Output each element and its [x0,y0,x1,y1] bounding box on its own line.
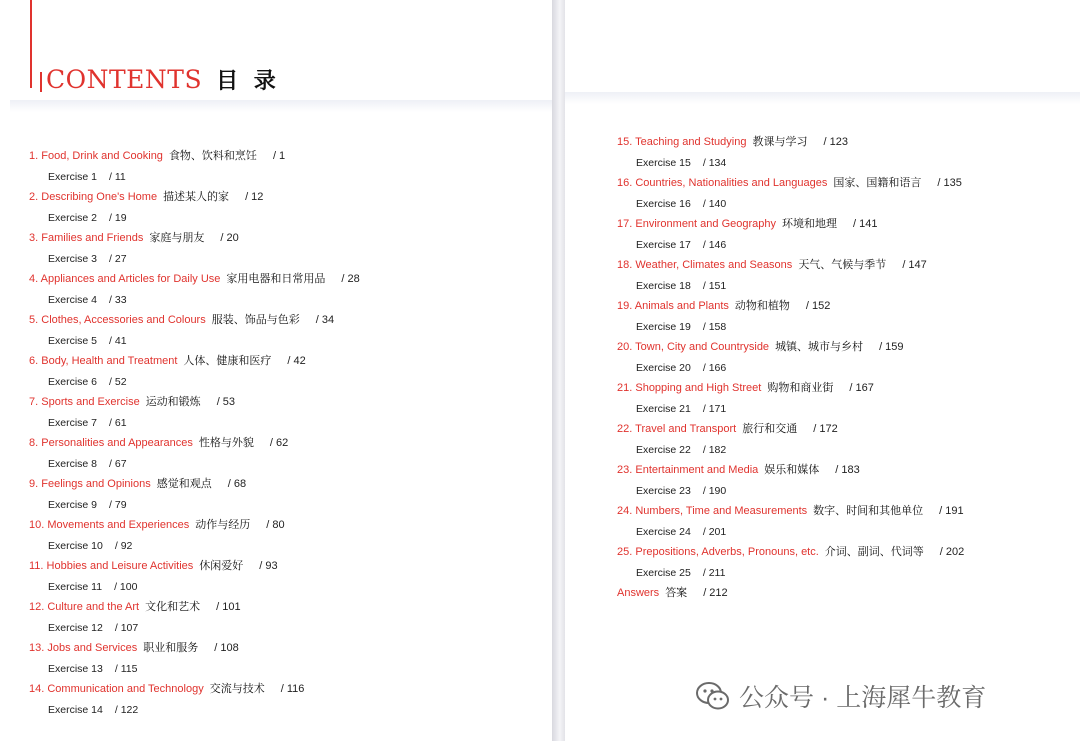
chapter-title: Hobbies and Leisure Activities [46,560,194,572]
exercise-line [29,333,360,349]
chapter-title-cn: 介词、副词、代词等 [824,546,924,558]
exercise-line [617,155,964,171]
chapter-line [617,421,964,437]
exercise-label: Exercise 7 [48,417,98,429]
chapter-number: 13. [29,642,45,654]
exercise-label: Exercise 22 [636,444,691,456]
exercise-label: Exercise 6 [48,376,98,388]
toc-right-column [617,134,964,601]
exercise-page: / 61 [109,417,127,429]
page-shadow [565,92,1080,104]
chapter-page: / 28 [341,273,360,285]
exercise-label: Exercise 21 [636,403,691,415]
watermark [695,678,986,714]
exercise-line [29,210,360,226]
chapter-title: Personalities and Appearances [41,437,193,449]
chapter-title-cn: 文化和艺术 [145,601,201,613]
exercise-page: / 33 [109,294,127,306]
toc-entry [29,312,360,353]
chapter-title-cn: 性格与外貌 [198,437,254,449]
exercise-label: Exercise 18 [636,280,691,292]
chapter-number: 5. [29,314,39,326]
toc-entry [617,339,964,380]
exercise-page: / 190 [702,485,727,497]
exercise-label: Exercise 17 [636,239,691,251]
exercise-page: / 92 [114,540,133,552]
chapter-number: 14. [29,683,45,695]
chapter-title: Feelings and Opinions [41,478,151,490]
exercise-label: Exercise 13 [48,663,103,675]
chapter-title-cn: 环境和地理 [782,218,838,230]
chapter-number: 1. [29,150,39,162]
chapter-line [617,175,964,191]
exercise-page: / 122 [114,704,139,716]
chapter-line [29,599,360,615]
chapter-page: / 101 [216,601,241,613]
exercise-label: Exercise 25 [636,567,691,579]
chapter-line [29,476,360,492]
chapter-title-cn: 购物和商业街 [767,382,834,394]
exercise-label: Exercise 15 [636,157,691,169]
exercise-page: / 146 [702,239,727,251]
toc-entry [29,394,360,435]
chapter-number: 2. [29,191,39,203]
exercise-line [29,620,360,636]
exercise-page: / 140 [702,198,727,210]
chapter-page: / 93 [259,560,278,572]
chapter-title: Weather, Climates and Seasons [635,259,793,271]
toc-left-column [29,148,360,722]
toc-entry [29,517,360,558]
page-shadow [10,100,552,112]
chapter-title-cn: 休闲爱好 [199,560,244,572]
toc-entry [617,257,964,298]
chapter-page: / 116 [280,683,305,695]
chapter-title: Shopping and High Street [635,382,762,394]
exercise-label: Exercise 12 [48,622,103,634]
exercise-page: / 27 [109,253,127,265]
contents-heading [46,64,280,95]
exercise-line [29,497,360,513]
exercise-page: / 151 [702,280,727,292]
chapter-line [617,503,964,519]
exercise-label: Exercise 19 [636,321,691,333]
chapter-number: 23. [617,464,633,476]
chapter-title: Town, City and Countryside [635,341,770,353]
toc-entry [29,558,360,599]
exercise-label: Exercise 9 [48,499,98,511]
chapter-line [29,558,360,574]
watermark-text: 公众号 · 上海犀牛教育 [739,684,987,712]
chapter-title: Food, Drink and Cooking [41,150,163,162]
accent-bar-short [40,72,42,92]
exercise-label: Exercise 10 [48,540,103,552]
exercise-page: / 211 [702,567,726,579]
chapter-line [29,230,360,246]
chapter-line [29,681,360,697]
toc-entry [617,544,964,585]
chapter-line [29,312,360,328]
exercise-line [29,251,360,267]
exercise-label: Exercise 1 [48,171,98,183]
chapter-page: / 167 [849,382,874,394]
chapter-title-cn: 交流与技术 [209,683,265,695]
chapter-line [29,435,360,451]
exercise-page: / 134 [702,157,727,169]
chapter-title: Describing One's Home [41,191,158,203]
chapter-title: Environment and Geography [635,218,777,230]
exercise-page: / 115 [114,663,138,675]
chapter-line [29,517,360,533]
toc-entry [617,134,964,175]
exercise-line [29,579,360,595]
toc-entry [29,230,360,271]
chapter-title-cn: 数字、时间和其他单位 [813,505,924,517]
chapter-page: / 62 [269,437,289,449]
chapter-title-cn: 天气、气候与季节 [798,259,887,271]
toc-entry [617,175,964,216]
exercise-line [617,442,964,458]
chapter-title-cn: 家庭与朋友 [149,232,205,244]
chapter-number: 17. [617,218,633,230]
chapter-page: / 202 [939,546,965,558]
chapter-page: / 172 [813,423,838,435]
chapter-page: / 135 [937,177,962,189]
exercise-line [29,374,360,390]
chapter-title-cn: 描述某人的家 [163,191,230,203]
exercise-page: / 11 [109,171,126,183]
toc-entry [29,476,360,517]
heading-cn: 目 录 [216,68,280,94]
chapter-page: / 20 [220,232,239,244]
chapter-line [617,257,964,273]
answers-title: Answers [617,587,660,599]
chapter-number: 15. [617,136,633,148]
chapter-line [29,148,360,164]
chapter-title: Sports and Exercise [41,396,140,408]
chapter-title: Travel and Transport [635,423,737,435]
exercise-line [617,524,964,540]
chapter-title-cn: 食物、饮料和烹饪 [168,150,257,162]
toc-entry [617,462,964,503]
chapter-page: / 159 [879,341,904,353]
chapter-page: / 191 [939,505,964,517]
exercise-page: / 41 [109,335,127,347]
wechat-icon [695,681,731,711]
toc-entry [617,216,964,257]
toc-entry [617,421,964,462]
chapter-page: / 1 [272,150,286,162]
chapter-number: 22. [617,423,633,435]
exercise-page: / 166 [702,362,727,374]
exercise-page: / 67 [109,458,127,470]
chapter-page: / 141 [853,218,878,230]
toc-entry [617,380,964,421]
chapter-line [29,271,360,287]
chapter-page: / 147 [902,259,927,271]
chapter-title: Jobs and Services [47,642,138,654]
toc-entry [29,640,360,681]
exercise-line [29,456,360,472]
chapter-page: / 53 [216,396,236,408]
exercise-line [617,360,964,376]
exercise-page: / 52 [109,376,127,388]
chapter-title: Countries, Nationalities and Languages [635,177,828,189]
chapter-title: Culture and the Art [47,601,140,613]
exercise-page: / 100 [114,581,138,593]
chapter-title-cn: 感觉和观点 [156,478,212,490]
exercise-label: Exercise 8 [48,458,98,470]
chapter-line [617,380,964,396]
toc-entry [617,503,964,544]
chapter-title: Movements and Experiences [47,519,190,531]
exercise-line [29,702,360,718]
chapter-title: Numbers, Time and Measurements [635,505,808,517]
chapter-number: 25. [617,546,633,558]
exercise-line [29,292,360,308]
chapter-number: 20. [617,341,633,353]
chapter-page: / 68 [227,478,247,490]
chapter-page: / 123 [823,136,848,148]
exercise-page: / 19 [109,212,127,224]
chapter-title: Entertainment and Media [635,464,759,476]
chapter-page: / 108 [214,642,239,654]
chapter-title-cn: 动物和植物 [734,300,790,312]
exercise-label: Exercise 3 [48,253,98,265]
chapter-number: 6. [29,355,39,367]
exercise-line [29,538,360,554]
toc-entry [29,148,360,189]
chapter-title: Animals and Plants [634,300,729,312]
exercise-page: / 171 [702,403,727,415]
answers-title-cn: 答案 [665,587,688,599]
toc-entry [617,298,964,339]
exercise-line [617,483,964,499]
chapter-title-cn: 家用电器和日常用品 [226,273,326,285]
exercise-label: Exercise 20 [636,362,691,374]
chapter-page: / 183 [835,464,860,476]
chapter-page: / 80 [266,519,285,531]
exercise-label: Exercise 4 [48,294,98,306]
chapter-title: Families and Friends [41,232,144,244]
chapter-line [29,394,360,410]
chapter-page: / 34 [315,314,335,326]
chapter-number: 19. [617,300,633,312]
exercise-label: Exercise 2 [48,212,98,224]
toc-entry [29,681,360,722]
chapter-line [617,462,964,478]
chapter-number: 12. [29,601,45,613]
chapter-title: Prepositions, Adverbs, Pronouns, etc. [635,546,819,558]
answers-page: / 212 [703,587,728,599]
toc-entry [29,189,360,230]
exercise-label: Exercise 5 [48,335,98,347]
exercise-line [617,319,964,335]
exercise-line [29,415,360,431]
toc-entry [29,599,360,640]
answers-entry [617,585,964,601]
chapter-title-cn: 城镇、城市与乡村 [775,341,864,353]
chapter-number: 3. [29,232,39,244]
chapter-line [617,134,964,150]
exercise-page: / 158 [702,321,727,333]
chapter-title: Clothes, Accessories and Colours [41,314,206,326]
chapter-line [29,353,360,369]
heading-en: CONTENTS [46,65,203,94]
chapter-number: 10. [29,519,45,531]
toc-entry [29,435,360,476]
chapter-number: 21. [617,382,633,394]
chapter-number: 8. [29,437,39,449]
exercise-line [617,196,964,212]
chapter-title-cn: 动作与经历 [195,519,251,531]
exercise-line [617,401,964,417]
chapter-title: Appliances and Articles for Daily Use [40,273,221,285]
chapter-line [617,339,964,355]
chapter-title-cn: 娱乐和媒体 [764,464,820,476]
chapter-title: Teaching and Studying [635,136,747,148]
chapter-line [617,544,964,560]
toc-entry [29,353,360,394]
chapter-number: 24. [617,505,633,517]
exercise-page: / 107 [114,622,139,634]
chapter-title: Communication and Technology [47,683,204,695]
chapter-line [617,216,964,232]
chapter-page: / 152 [805,300,831,312]
chapter-number: 9. [29,478,39,490]
exercise-line [617,237,964,253]
chapter-title-cn: 服装、饰品与色彩 [211,314,300,326]
chapter-number: 18. [617,259,633,271]
chapter-title: Body, Health and Treatment [41,355,178,367]
accent-bar [30,0,32,88]
book-gutter [552,0,565,741]
chapter-number: 4. [29,273,39,285]
exercise-label: Exercise 14 [48,704,103,716]
chapter-title-cn: 旅行和交通 [742,423,798,435]
exercise-line [617,278,964,294]
chapter-page: / 12 [245,191,264,203]
exercise-page: / 182 [702,444,727,456]
chapter-line [29,640,360,656]
chapter-number: 7. [29,396,39,408]
exercise-label: Exercise 23 [636,485,691,497]
exercise-page: / 79 [109,499,127,511]
exercise-label: Exercise 11 [48,581,103,593]
chapter-number: 16. [617,177,633,189]
chapter-line [617,298,964,314]
exercise-label: Exercise 24 [636,526,691,538]
exercise-page: / 201 [702,526,727,538]
chapter-title-cn: 人体、健康和医疗 [183,355,272,367]
exercise-line [29,169,360,185]
chapter-page: / 42 [287,355,306,367]
toc-entry [29,271,360,312]
exercise-label: Exercise 16 [636,198,691,210]
chapter-title-cn: 国家、国籍和语言 [833,177,922,189]
chapter-title-cn: 教课与学习 [752,136,808,148]
exercise-line [29,661,360,677]
chapter-line [29,189,360,205]
chapter-title-cn: 运动和锻炼 [145,396,201,408]
chapter-title-cn: 职业和服务 [143,642,199,654]
chapter-number: 11. [29,560,44,572]
exercise-line [617,565,964,581]
